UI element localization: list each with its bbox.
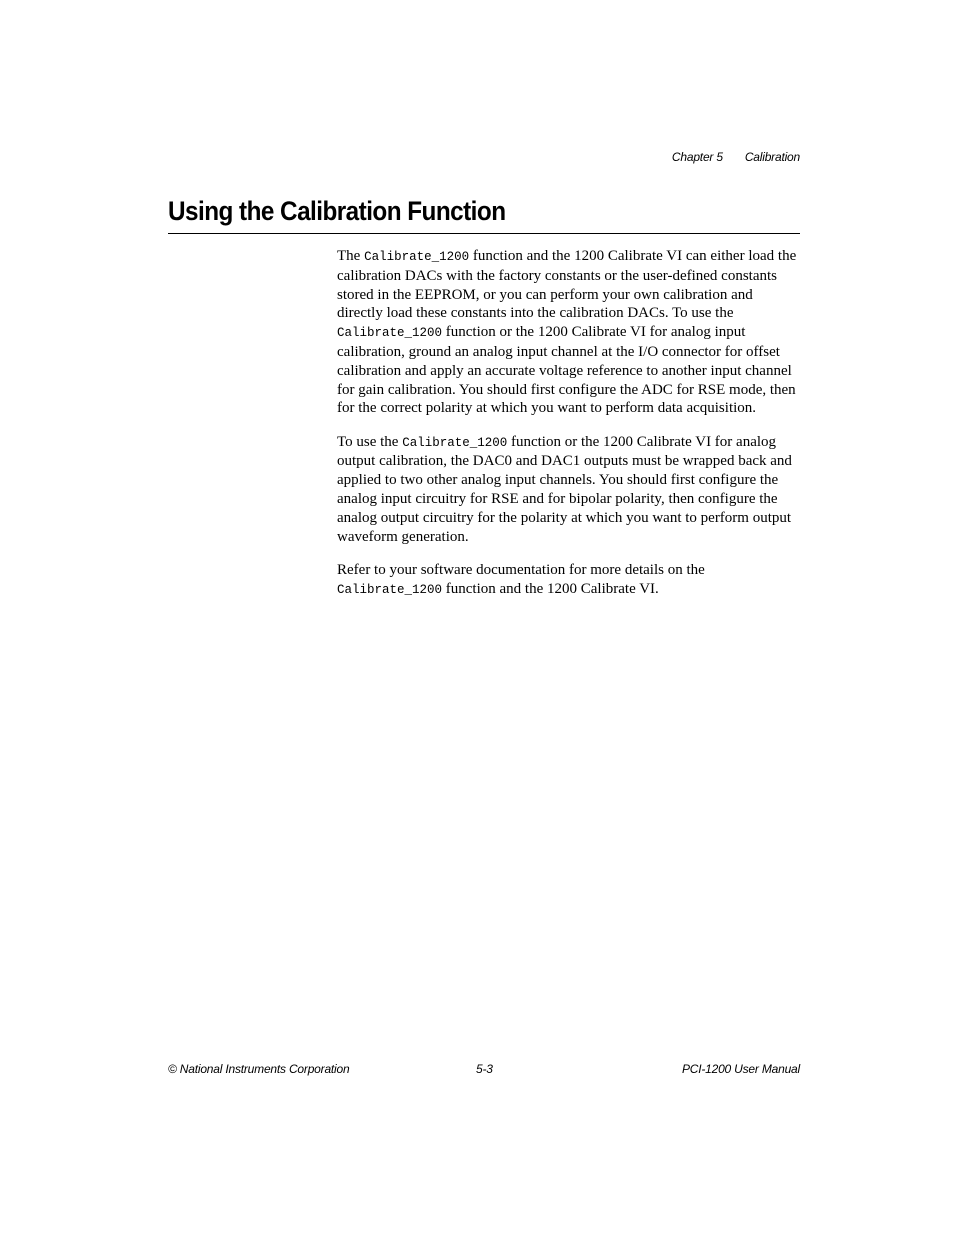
paragraph-1: [337, 247, 800, 418]
body-text: [337, 247, 800, 614]
paragraph-1-text-b: function and the 1200 Calibrate VI can either load the calibration DACs with the factory constants or the user-defined constants stored in the EEPROM, or you can perform your own calibration and directly load these constants into the calibration DACs. To use the: [337, 248, 797, 322]
paragraph-3-text-b: function and the 1200 Calibrate VI.: [442, 580, 659, 597]
footer-copyright: © National Instruments Corporation: [168, 1062, 350, 1076]
function-name-code: Calibrate_1200: [337, 326, 443, 341]
paragraph-1-text-c: function or the 1200 Calibrate VI for analog input calibration, ground an analog input channel at the I/O connector for offset calibration and apply an accurate voltage reference to another input channel for gain calibration. You should first configure the ADC for RSE mode, then for the correct polarity at which you want to perform data acquisition.: [337, 324, 796, 417]
section-title: Using the Calibration Function: [168, 196, 506, 226]
function-name-code: Calibrate_1200: [364, 250, 470, 264]
paragraph-3: [337, 561, 800, 600]
footer-manual-title: PCI-1200 User Manual: [681, 1062, 800, 1076]
paragraph-2: [337, 433, 800, 547]
paragraph-3-text-a: Refer to your software documentation for more details on the: [337, 561, 705, 578]
running-header: [672, 150, 800, 164]
title-rule: [168, 233, 800, 234]
header-chapter: Chapter 5: [671, 150, 723, 164]
paragraph-2-text-a: To use the: [337, 433, 403, 450]
function-name-code: Calibrate_1200: [402, 435, 508, 450]
function-name-code: Calibrate_1200: [337, 582, 443, 597]
page-footer: [168, 1062, 800, 1078]
header-section: Calibration: [744, 150, 800, 164]
footer-page-number: 5-3: [476, 1062, 493, 1076]
paragraph-2-text-b: function or the 1200 Calibrate VI for analog output calibration, the DAC0 and DAC1 outputs must be wrapped back and applied to two other analog input channels. You should first configure the analog input circuitry for RSE and for bipolar polarity, then configure the analog output circuitry for the polarity at which you want to perform output waveform generation.: [337, 433, 792, 545]
paragraph-1-text-a: The: [337, 248, 365, 264]
